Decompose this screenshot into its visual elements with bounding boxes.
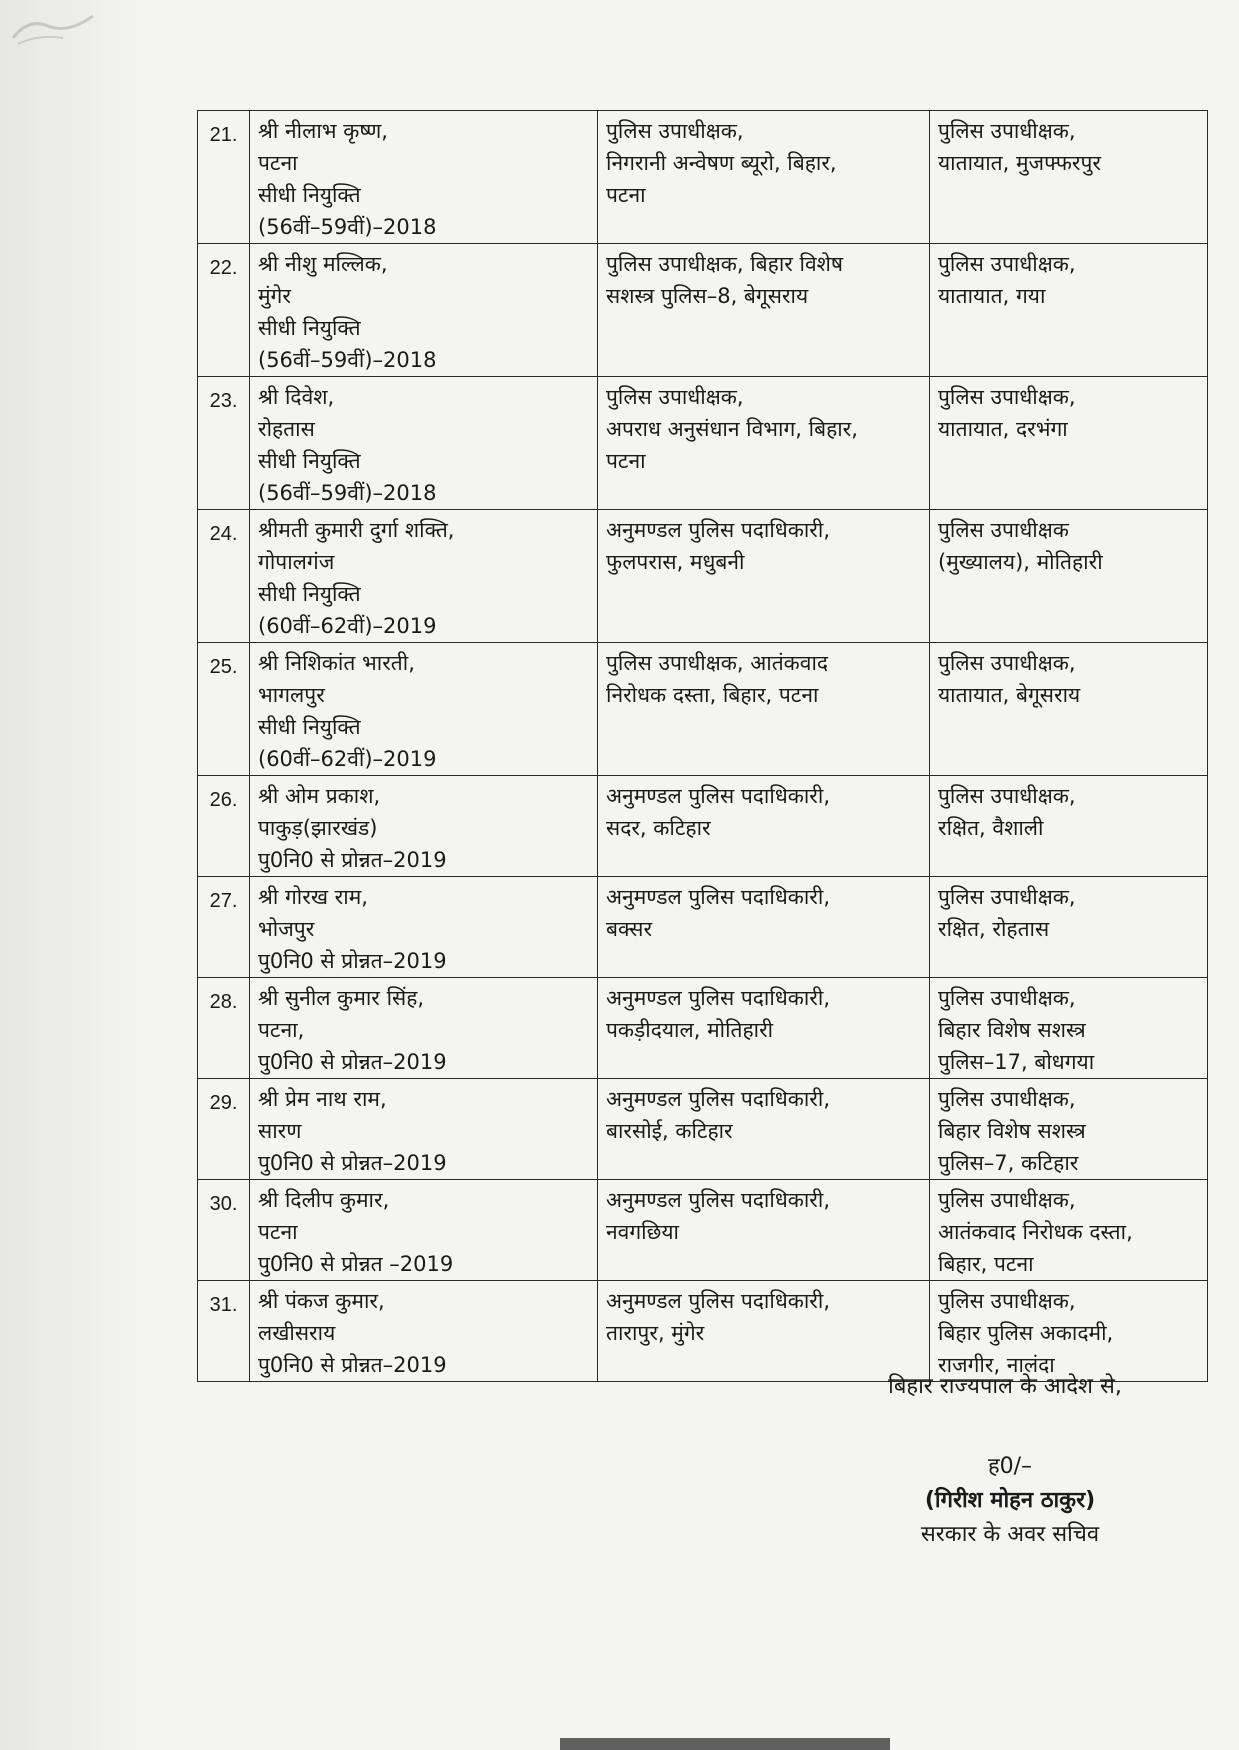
serial-number: 31.: [198, 1281, 250, 1382]
signatory-designation: सरकार के अवर सचिव: [920, 1522, 1100, 1547]
signatory-name: (गिरीश मोहन ठाकुर): [924, 1488, 1096, 1513]
table-row: [198, 244, 1208, 377]
serial-number: 21.: [198, 111, 250, 244]
new-posting: पुलिस उपाधीक्षक, यातायात, मुजफ्फरपुर: [930, 111, 1208, 244]
serial-number: 23.: [198, 377, 250, 510]
new-posting: पुलिस उपाधीक्षक, यातायात, बेगूसराय: [930, 643, 1208, 776]
officer-details: श्री पंकज कुमार, लखीसराय पु0नि0 से प्रोन्नत–2019: [250, 1281, 598, 1382]
table-row: [198, 1079, 1208, 1180]
current-posting: अनुमण्डल पुलिस पदाधिकारी, बक्सर: [598, 877, 930, 978]
serial-number: 27.: [198, 877, 250, 978]
new-posting: पुलिस उपाधीक्षक, यातायात, दरभंगा: [930, 377, 1208, 510]
officer-details: श्री गोरख राम, भोजपुर पु0नि0 से प्रोन्नत–2019: [250, 877, 598, 978]
new-posting: पुलिस उपाधीक्षक, रक्षित, रोहतास: [930, 877, 1208, 978]
officer-details: श्री नीशु मल्लिक, मुंगेर सीधी नियुक्ति (56वीं–59वीं)–2018: [250, 244, 598, 377]
current-posting: पुलिस उपाधीक्षक, अपराध अनुसंधान विभाग, बिहार, पटना: [598, 377, 930, 510]
order-line: बिहार राज्यपाल के आदेश से,: [888, 1374, 1122, 1399]
current-posting: पुलिस उपाधीक्षक, निगरानी अन्वेषण ब्यूरो, बिहार, पटना: [598, 111, 930, 244]
signature-mark: ह0/–: [987, 1454, 1033, 1479]
current-posting: पुलिस उपाधीक्षक, बिहार विशेष सशस्त्र पुलिस–8, बेगूसराय: [598, 244, 930, 377]
table-row: [198, 978, 1208, 1079]
officer-details: श्री प्रेम नाथ राम, सारण पु0नि0 से प्रोन्नत–2019: [250, 1079, 598, 1180]
officer-details: श्री दिवेश, रोहतास सीधी नियुक्ति (56वीं–59वीं)–2018: [250, 377, 598, 510]
current-posting: अनुमण्डल पुलिस पदाधिकारी, तारापुर, मुंगेर: [598, 1281, 930, 1382]
new-posting: पुलिस उपाधीक्षक, आतंकवाद निरोधक दस्ता, बिहार, पटना: [930, 1180, 1208, 1281]
table-row: [198, 776, 1208, 877]
current-posting: अनुमण्डल पुलिस पदाधिकारी, सदर, कटिहार: [598, 776, 930, 877]
table-row: [198, 643, 1208, 776]
current-posting: अनुमण्डल पुलिस पदाधिकारी, फुलपरास, मधुबनी: [598, 510, 930, 643]
officer-details: श्रीमती कुमारी दुर्गा शक्ति, गोपालगंज सीधी नियुक्ति (60वीं–62वीं)–2019: [250, 510, 598, 643]
officer-details: श्री दिलीप कुमार, पटना पु0नि0 से प्रोन्नत –2019: [250, 1180, 598, 1281]
table-row: [198, 111, 1208, 244]
officer-details: श्री सुनील कुमार सिंह, पटना, पु0नि0 से प्रोन्नत–2019: [250, 978, 598, 1079]
serial-number: 26.: [198, 776, 250, 877]
serial-number: 24.: [198, 510, 250, 643]
transfer-table: [197, 110, 1208, 1382]
new-posting: पुलिस उपाधीक्षक, यातायात, गया: [930, 244, 1208, 377]
serial-number: 25.: [198, 643, 250, 776]
page-shade: [0, 0, 150, 1750]
new-posting: पुलिस उपाधीक्षक (मुख्यालय), मोतिहारी: [930, 510, 1208, 643]
table-row: [198, 510, 1208, 643]
new-posting: पुलिस उपाधीक्षक, बिहार पुलिस अकादमी, राजगीर, नालंदा: [930, 1281, 1208, 1382]
table-row: [198, 1180, 1208, 1281]
scan-edge-mark: [560, 1738, 890, 1750]
officer-details: श्री नीलाभ कृष्ण, पटना सीधी नियुक्ति (56वीं–59वीं)–2018: [250, 111, 598, 244]
serial-number: 22.: [198, 244, 250, 377]
serial-number: 30.: [198, 1180, 250, 1281]
new-posting: पुलिस उपाधीक्षक, बिहार विशेष सशस्त्र पुलिस–7, कटिहार: [930, 1079, 1208, 1180]
table-row: [198, 877, 1208, 978]
new-posting: पुलिस उपाधीक्षक, रक्षित, वैशाली: [930, 776, 1208, 877]
new-posting: पुलिस उपाधीक्षक, बिहार विशेष सशस्त्र पुलिस–17, बोधगया: [930, 978, 1208, 1079]
signature-block: [870, 1450, 1150, 1552]
table-row: [198, 1281, 1208, 1382]
current-posting: पुलिस उपाधीक्षक, आतंकवाद निरोधक दस्ता, बिहार, पटना: [598, 643, 930, 776]
current-posting: अनुमण्डल पुलिस पदाधिकारी, पकड़ीदयाल, मोतिहारी: [598, 978, 930, 1079]
serial-number: 29.: [198, 1079, 250, 1180]
table-row: [198, 377, 1208, 510]
current-posting: अनुमण्डल पुलिस पदाधिकारी, नवगछिया: [598, 1180, 930, 1281]
officer-details: श्री ओम प्रकाश, पाकुड़(झारखंड) पु0नि0 से प्रोन्नत–2019: [250, 776, 598, 877]
scan-smudge-icon: [8, 8, 98, 48]
officer-details: श्री निशिकांत भारती, भागलपुर सीधी नियुक्ति (60वीं–62वीं)–2019: [250, 643, 598, 776]
current-posting: अनुमण्डल पुलिस पदाधिकारी, बारसोई, कटिहार: [598, 1079, 930, 1180]
serial-number: 28.: [198, 978, 250, 1079]
